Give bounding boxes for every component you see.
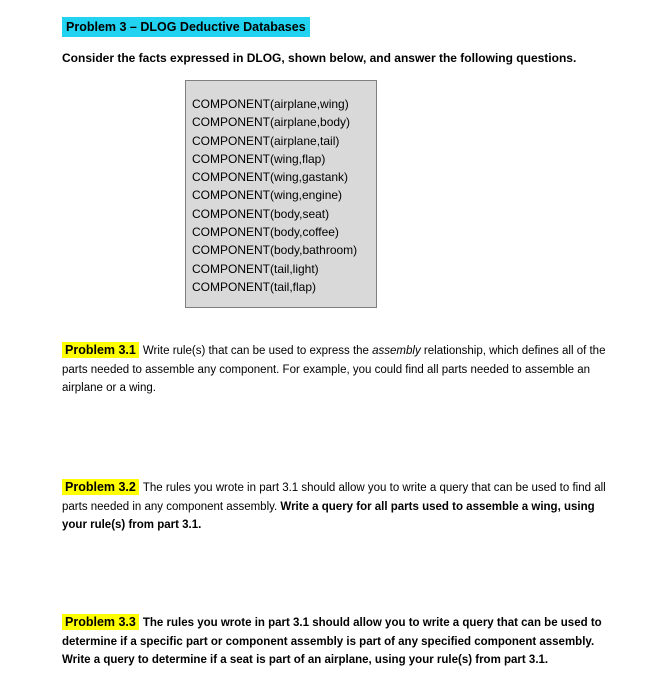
problem-label: Problem 3.3 — [62, 614, 139, 630]
problem-3-3 — [62, 613, 622, 670]
problem-emphasis: assembly — [372, 345, 421, 357]
problem-bold-text: Write a query for all parts used to assemble a wing, using your rule(s) from part 3.1. — [62, 500, 595, 531]
fact-line: COMPONENT(wing,flap) — [192, 151, 326, 166]
fact-line: COMPONENT(airplane,tail) — [192, 133, 340, 148]
fact-line: COMPONENT(body,seat) — [192, 206, 330, 221]
problem-text: The rules you wrote in part 3.1 should allow you to write a query that can be used to determine if a specific part or component assembly is part of any specified component assembly. Write a query to determine if a seat is part of an airplane, using your rule(s) from part 3.1. — [62, 617, 602, 666]
fact-line: COMPONENT(airplane,body) — [192, 115, 351, 130]
problem-label: Problem 3.1 — [62, 342, 139, 358]
problem-3-1 — [62, 341, 622, 398]
fact-line: COMPONENT(wing,engine) — [192, 188, 343, 203]
fact-line: COMPONENT(tail,flap) — [192, 279, 317, 294]
problem-3-2 — [62, 478, 622, 535]
problem-text: The rules you wrote in part 3.1 should allow you to write a query that can be used to find all parts needed in any component assembly. — [62, 482, 606, 513]
problem-label: Problem 3.2 — [62, 479, 139, 495]
problem-text: Write rule(s) that can be used to express the — [142, 345, 373, 357]
fact-line: COMPONENT(body,coffee) — [192, 225, 339, 240]
problem-text: relationship, which defines all of the parts needed to assemble any component. For example, you could find all parts needed to assemble an airplane or a wing. — [62, 345, 606, 394]
fact-line: COMPONENT(airplane,wing) — [192, 97, 349, 111]
fact-line: COMPONENT(wing,gastank) — [192, 170, 349, 185]
fact-line: COMPONENT(body,bathroom) — [192, 243, 358, 258]
intro-text: Consider the facts expressed in DLOG, shown below, and answer the following questions. — [62, 51, 577, 65]
fact-line: COMPONENT(tail,light) — [192, 261, 319, 276]
section-title: Problem 3 – DLOG Deductive Databases — [62, 17, 310, 37]
facts-box — [185, 80, 377, 308]
